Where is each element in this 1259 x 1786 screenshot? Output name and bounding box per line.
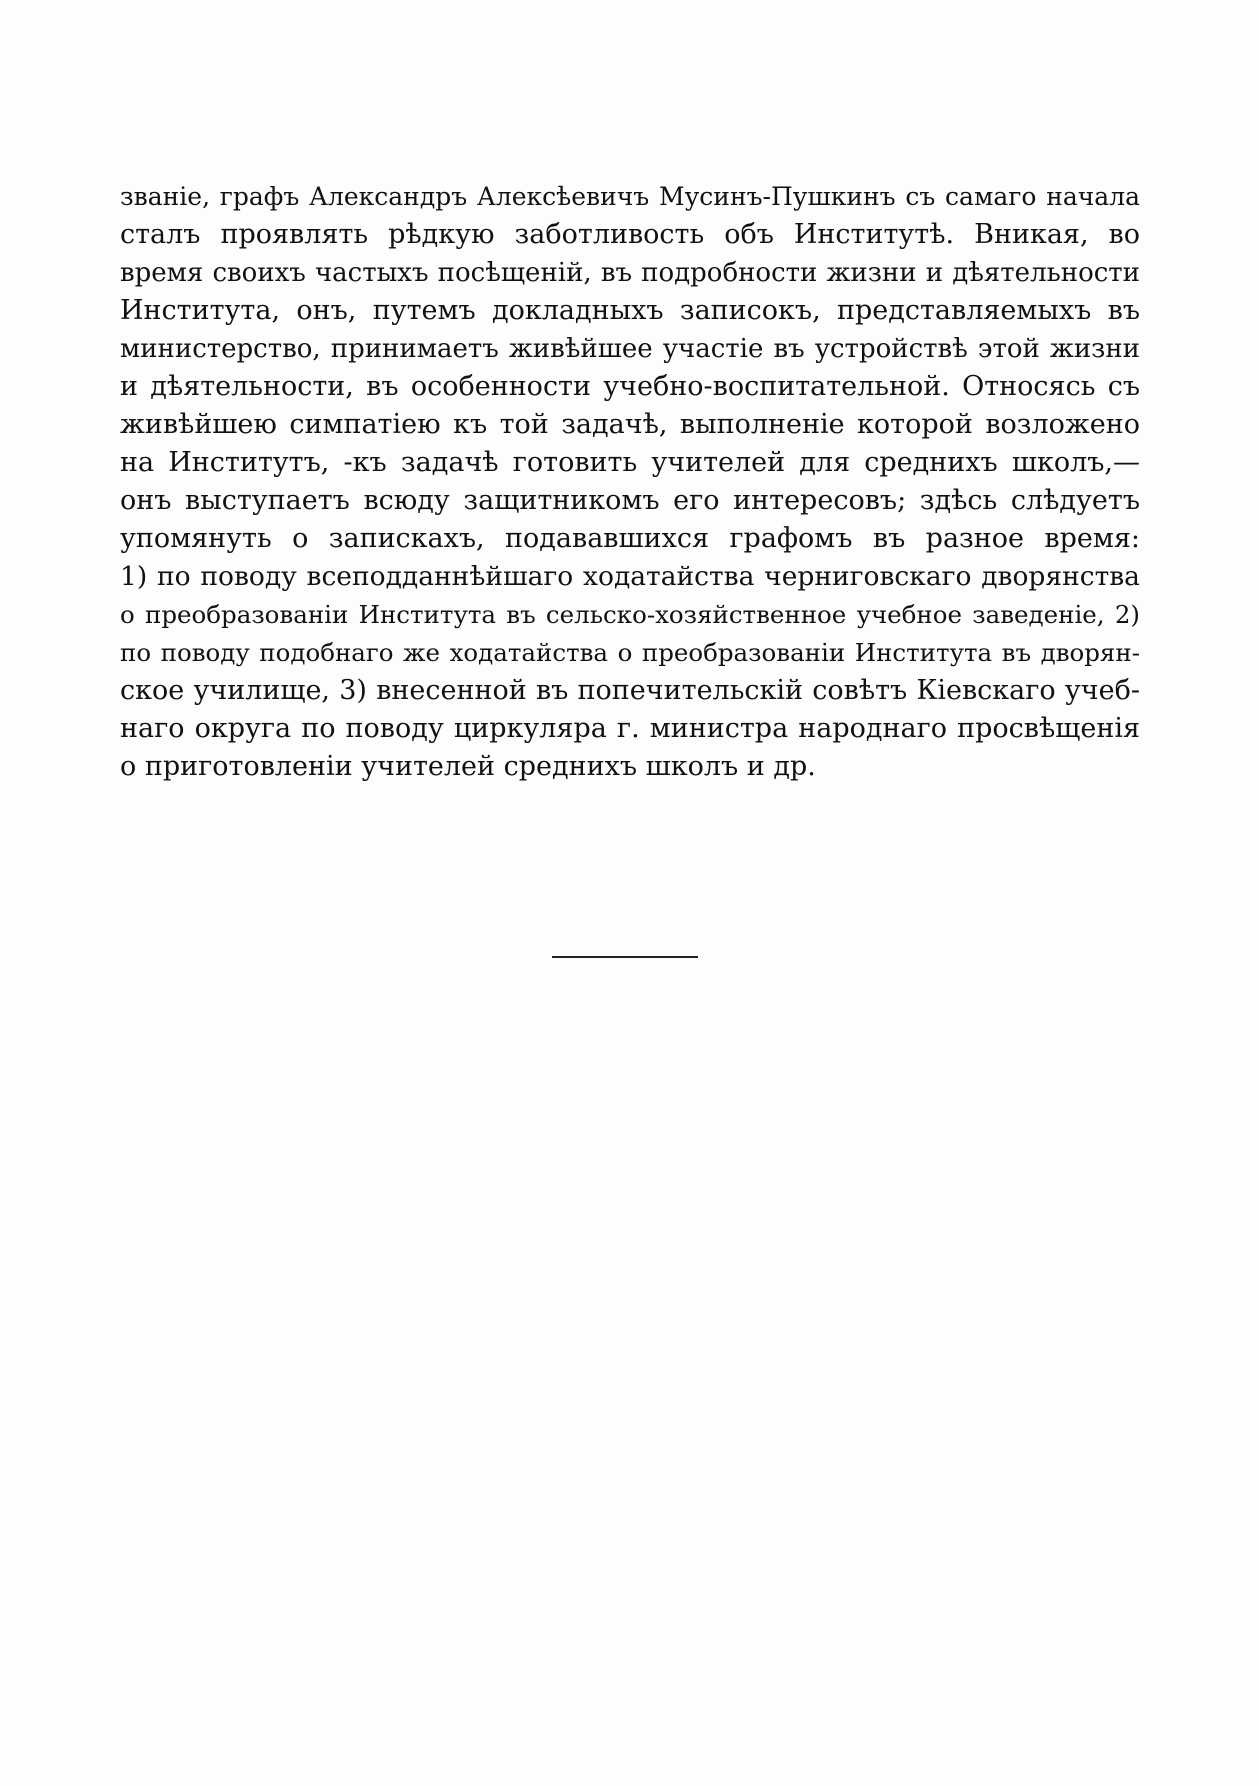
text-line: по поводу подобнаго же ходатайства о преобразованіи Института въ дворян-	[120, 638, 1140, 667]
section-separator	[552, 956, 698, 958]
text-line: онъ выступаетъ всюду защитникомъ его интересовъ; здѣсь слѣдуетъ	[120, 485, 1140, 516]
text-line: о приготовленіи учителей среднихъ школъ и др.	[120, 751, 816, 782]
body-paragraph	[120, 178, 1140, 786]
text-line: Института, онъ, путемъ докладныхъ записокъ, представляемыхъ въ	[120, 295, 1140, 326]
text-line: живѣйшею симпатіею къ той задачѣ, выполненіе которой возложено	[120, 409, 1140, 440]
text-line: званіе, графъ Александръ Алексѣевичъ Мусинъ-Пушкинъ съ самаго начала	[120, 182, 1140, 211]
text-line: ское училище, 3) внесенной въ попечительскій совѣтъ Кіевскаго учеб-	[120, 675, 1140, 706]
text-line: на Институтъ, -къ задачѣ готовить учителей для среднихъ школъ,—	[120, 447, 1140, 478]
text-line: о преобразованіи Института въ сельско-хозяйственное учебное заведеніе, 2)	[120, 600, 1140, 629]
text-line: и дѣятельности, въ особенности учебно-воспитательной. Относясь съ	[120, 371, 1140, 402]
text-line: сталъ проявлять рѣдкую заботливость объ Институтѣ. Вникая, во	[120, 219, 1140, 250]
text-line: 1) по поводу всеподданнѣйшаго ходатайства черниговскаго дворянства	[120, 561, 1140, 592]
text-line: министерство, принимаетъ живѣйшее участіе въ устройствѣ этой жизни	[120, 334, 1140, 364]
text-line: время своихъ частыхъ посѣщеній, въ подробности жизни и дѣятельности	[120, 258, 1140, 288]
text-line: упомянуть о запискахъ, подававшихся графомъ въ разное время:	[120, 523, 1140, 554]
text-line: наго округа по поводу циркуляра г. министра народнаго просвѣщенія	[120, 713, 1140, 744]
